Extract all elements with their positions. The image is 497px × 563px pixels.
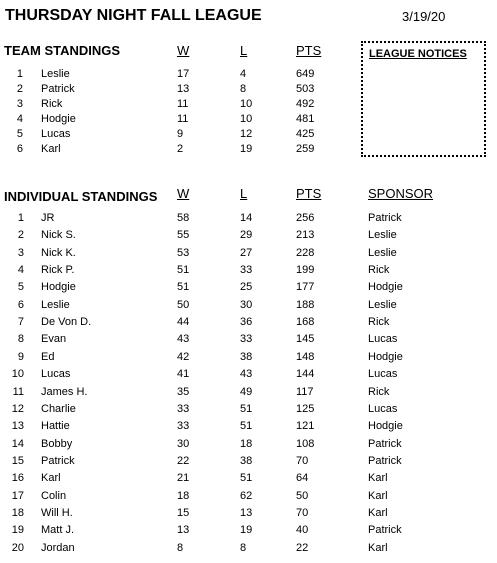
cell-pts: 144 <box>296 368 315 380</box>
cell-rank: 9 <box>17 351 24 363</box>
cell-pts: 121 <box>296 420 315 432</box>
cell-w: 55 <box>177 229 190 241</box>
cell-w: 53 <box>177 247 190 259</box>
cell-pts: 228 <box>296 247 315 259</box>
cell-rank: 4 <box>16 113 23 125</box>
cell-w: 43 <box>177 333 190 345</box>
indiv-col-w: W <box>177 186 190 201</box>
cell-pts: 259 <box>296 143 315 155</box>
cell-sponsor: Karl <box>368 542 388 554</box>
cell-l: 51 <box>240 403 253 415</box>
indiv-col-pts: PTS <box>296 186 322 201</box>
cell-w: 50 <box>177 299 190 311</box>
cell-sponsor: Leslie <box>368 299 397 311</box>
cell-name: Rick P. <box>41 264 75 276</box>
cell-w: 41 <box>177 368 190 380</box>
cell-w: 44 <box>177 316 190 328</box>
cell-name: James H. <box>41 386 88 398</box>
individual-standings-title: INDIVIDUAL STANDINGS <box>4 189 158 204</box>
team-standings-title: TEAM STANDINGS <box>4 43 121 58</box>
cell-name: Lucas <box>41 368 71 380</box>
cell-pts: 117 <box>296 386 314 398</box>
cell-name: Leslie <box>41 299 70 311</box>
cell-l: 49 <box>240 386 253 398</box>
cell-pts: 256 <box>296 212 315 224</box>
cell-name: Bobby <box>41 438 73 450</box>
cell-name: Ed <box>41 351 55 363</box>
cell-w: 33 <box>177 420 190 432</box>
cell-name: Nick S. <box>41 229 76 241</box>
cell-w: 22 <box>177 455 190 467</box>
cell-sponsor: Patrick <box>368 212 402 224</box>
team-col-l: L <box>240 43 248 58</box>
cell-pts: 177 <box>296 281 315 293</box>
cell-l: 25 <box>240 281 253 293</box>
cell-l: 19 <box>240 143 253 155</box>
cell-l: 43 <box>240 368 253 380</box>
cell-w: 11 <box>177 98 189 110</box>
cell-name: Leslie <box>41 68 70 80</box>
cell-name: Nick K. <box>41 247 76 259</box>
cell-rank: 1 <box>17 212 24 224</box>
cell-name: Patrick <box>41 83 75 95</box>
cell-l: 36 <box>240 316 253 328</box>
cell-l: 19 <box>240 524 253 536</box>
cell-sponsor: Rick <box>368 264 390 276</box>
cell-w: 15 <box>177 507 190 519</box>
cell-name: Hodgie <box>41 281 76 293</box>
cell-l: 12 <box>240 128 253 140</box>
cell-rank: 3 <box>17 247 24 259</box>
cell-name: Colin <box>41 490 67 502</box>
cell-l: 30 <box>240 299 253 311</box>
cell-l: 27 <box>240 247 253 259</box>
cell-l: 18 <box>240 438 253 450</box>
cell-pts: 425 <box>296 128 315 140</box>
cell-w: 30 <box>177 438 190 450</box>
cell-w: 33 <box>177 403 190 415</box>
cell-rank: 4 <box>17 264 24 276</box>
cell-name: Will H. <box>41 507 73 519</box>
cell-w: 42 <box>177 351 190 363</box>
cell-sponsor: Leslie <box>368 229 397 241</box>
cell-pts: 108 <box>296 438 315 450</box>
cell-pts: 188 <box>296 299 315 311</box>
page-title: THURSDAY NIGHT FALL LEAGUE <box>5 7 262 24</box>
cell-sponsor: Karl <box>368 490 388 502</box>
cell-w: 51 <box>177 264 190 276</box>
cell-name: Hattie <box>41 420 70 432</box>
cell-name: JR <box>41 212 55 224</box>
cell-l: 38 <box>240 351 253 363</box>
cell-rank: 13 <box>11 420 24 432</box>
cell-pts: 70 <box>296 455 309 467</box>
cell-rank: 2 <box>16 83 23 95</box>
cell-name: Matt J. <box>41 524 75 536</box>
cell-name: Patrick <box>41 455 75 467</box>
cell-rank: 7 <box>17 316 24 328</box>
cell-sponsor: Lucas <box>368 368 398 380</box>
cell-rank: 18 <box>11 507 24 519</box>
cell-pts: 481 <box>296 113 315 125</box>
cell-l: 14 <box>240 212 253 224</box>
cell-pts: 213 <box>296 229 315 241</box>
cell-pts: 125 <box>296 403 315 415</box>
cell-name: Karl <box>41 472 61 484</box>
cell-sponsor: Karl <box>368 507 388 519</box>
cell-sponsor: Patrick <box>368 524 402 536</box>
league-notices-title: LEAGUE NOTICES <box>369 48 467 60</box>
cell-sponsor: Leslie <box>368 247 397 259</box>
cell-l: 62 <box>240 490 253 502</box>
cell-pts: 70 <box>296 507 309 519</box>
cell-sponsor: Patrick <box>368 438 402 450</box>
report-date: 3/19/20 <box>402 9 446 24</box>
cell-l: 13 <box>240 507 253 519</box>
cell-rank: 16 <box>11 472 24 484</box>
cell-sponsor: Hodgie <box>368 281 403 293</box>
cell-rank: 3 <box>16 98 23 110</box>
indiv-col-sponsor: SPONSOR <box>368 186 434 201</box>
cell-rank: 8 <box>17 333 24 345</box>
cell-sponsor: Patrick <box>368 455 402 467</box>
cell-w: 13 <box>177 83 190 95</box>
cell-rank: 6 <box>16 143 23 155</box>
cell-pts: 148 <box>296 351 315 363</box>
cell-pts: 50 <box>296 490 309 502</box>
cell-rank: 1 <box>16 68 23 80</box>
cell-sponsor: Hodgie <box>368 351 403 363</box>
cell-w: 11 <box>177 113 189 125</box>
cell-l: 8 <box>240 83 247 95</box>
cell-pts: 492 <box>296 98 315 110</box>
cell-sponsor: Lucas <box>368 403 398 415</box>
cell-l: 8 <box>240 542 247 554</box>
cell-name: Lucas <box>41 128 71 140</box>
cell-pts: 503 <box>296 83 315 95</box>
cell-name: Charlie <box>41 403 76 415</box>
cell-name: Hodgie <box>41 113 76 125</box>
cell-rank: 20 <box>11 542 24 554</box>
cell-rank: 12 <box>11 403 24 415</box>
cell-sponsor: Rick <box>368 386 390 398</box>
cell-pts: 199 <box>296 264 315 276</box>
cell-w: 21 <box>177 472 190 484</box>
cell-pts: 22 <box>296 542 309 554</box>
team-col-pts: PTS <box>296 43 322 58</box>
cell-pts: 649 <box>296 68 315 80</box>
cell-sponsor: Hodgie <box>368 420 403 432</box>
cell-rank: 6 <box>17 299 24 311</box>
indiv-col-l: L <box>240 186 248 201</box>
cell-rank: 14 <box>11 438 24 450</box>
cell-name: Rick <box>41 98 63 110</box>
cell-w: 51 <box>177 281 190 293</box>
cell-pts: 145 <box>296 333 315 345</box>
cell-l: 51 <box>240 420 253 432</box>
cell-l: 10 <box>240 113 253 125</box>
cell-w: 8 <box>177 542 184 554</box>
cell-w: 2 <box>177 143 184 155</box>
cell-pts: 40 <box>296 524 309 536</box>
cell-rank: 11 <box>12 386 24 398</box>
cell-l: 4 <box>240 68 247 80</box>
cell-pts: 64 <box>296 472 309 484</box>
cell-pts: 168 <box>296 316 315 328</box>
cell-l: 33 <box>240 264 253 276</box>
league-notices-box <box>361 41 486 157</box>
cell-name: Jordan <box>41 542 75 554</box>
cell-w: 58 <box>177 212 190 224</box>
cell-l: 10 <box>240 98 253 110</box>
cell-w: 18 <box>177 490 190 502</box>
cell-name: Evan <box>41 333 67 345</box>
cell-l: 29 <box>240 229 253 241</box>
cell-name: De Von D. <box>41 316 92 328</box>
cell-sponsor: Lucas <box>368 333 398 345</box>
cell-rank: 5 <box>16 128 23 140</box>
team-col-w: W <box>177 43 190 58</box>
cell-w: 35 <box>177 386 190 398</box>
cell-w: 13 <box>177 524 190 536</box>
cell-rank: 17 <box>11 490 24 502</box>
cell-sponsor: Rick <box>368 316 390 328</box>
cell-w: 17 <box>177 68 190 80</box>
cell-l: 33 <box>240 333 253 345</box>
cell-w: 9 <box>177 128 184 140</box>
cell-name: Karl <box>41 143 61 155</box>
cell-rank: 2 <box>17 229 24 241</box>
cell-rank: 19 <box>11 524 24 536</box>
cell-rank: 5 <box>17 281 24 293</box>
cell-l: 38 <box>240 455 253 467</box>
cell-rank: 10 <box>11 368 24 380</box>
cell-l: 51 <box>240 472 253 484</box>
cell-rank: 15 <box>11 455 24 467</box>
cell-sponsor: Karl <box>368 472 388 484</box>
